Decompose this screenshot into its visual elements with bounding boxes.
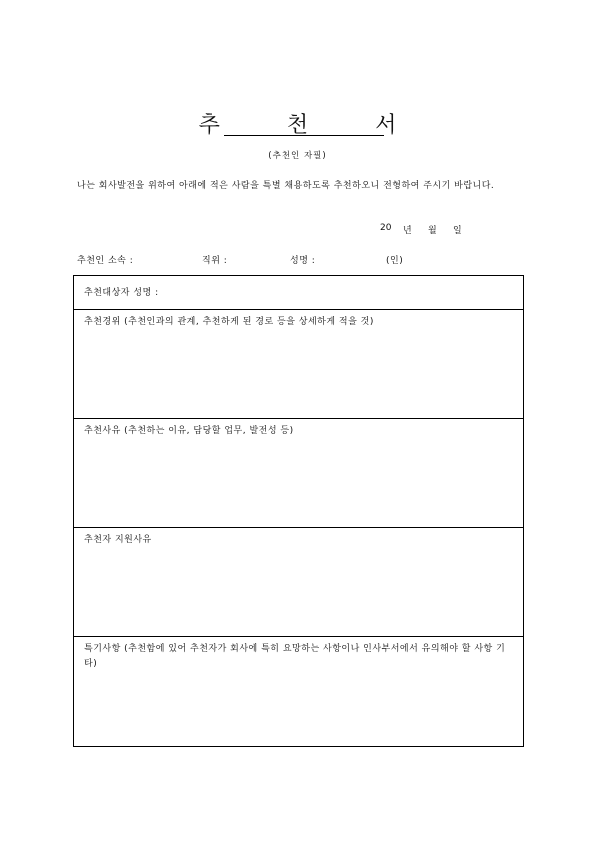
date-year-unit: 년 [403, 226, 412, 236]
document-title: 추 천 서 [198, 113, 427, 138]
date-year-prefix: 20 [380, 223, 392, 233]
remarks-row[interactable] [74, 637, 523, 746]
recommender-name-label: 성명 : [290, 256, 316, 266]
date-month-unit: 월 [428, 226, 437, 236]
candidate-reason-label: 추천자 지원사유 [84, 535, 152, 545]
recommender-position-label: 직위 : [202, 256, 228, 266]
title-underline [224, 135, 384, 136]
recommender-seal-label: (인) [386, 256, 404, 266]
candidate-reason-row[interactable] [74, 528, 523, 637]
intro-paragraph: 나는 회사발전을 위하여 아래에 적은 사람을 특별 채용하도록 추천하오니 전형하여 주시기 바랍니다. [77, 181, 495, 191]
recommender-affiliation-label: 추천인 소속 : [77, 256, 134, 266]
candidate-name-label: 추천대상자 성명 : [84, 288, 159, 298]
date-day-unit: 일 [453, 226, 462, 236]
process-label: 추천경위 (추천인과의 관계, 추천하게 된 경로 등을 상세하게 적을 것) [84, 317, 374, 327]
reason-row[interactable] [74, 419, 523, 528]
document-subtitle: (추천인 자필) [268, 151, 327, 161]
candidate-name-row[interactable] [74, 276, 523, 310]
reason-label: 추천사유 (추천하는 이유, 담당할 업무, 발전성 등) [84, 426, 294, 436]
remarks-label: 특기사항 (추천함에 있어 추천자가 회사에 특히 요망하는 사항이나 인사부서에서 유의해야 할 사항 기타) [84, 644, 506, 669]
recommendation-form-table [73, 275, 524, 747]
process-row[interactable] [74, 310, 523, 419]
